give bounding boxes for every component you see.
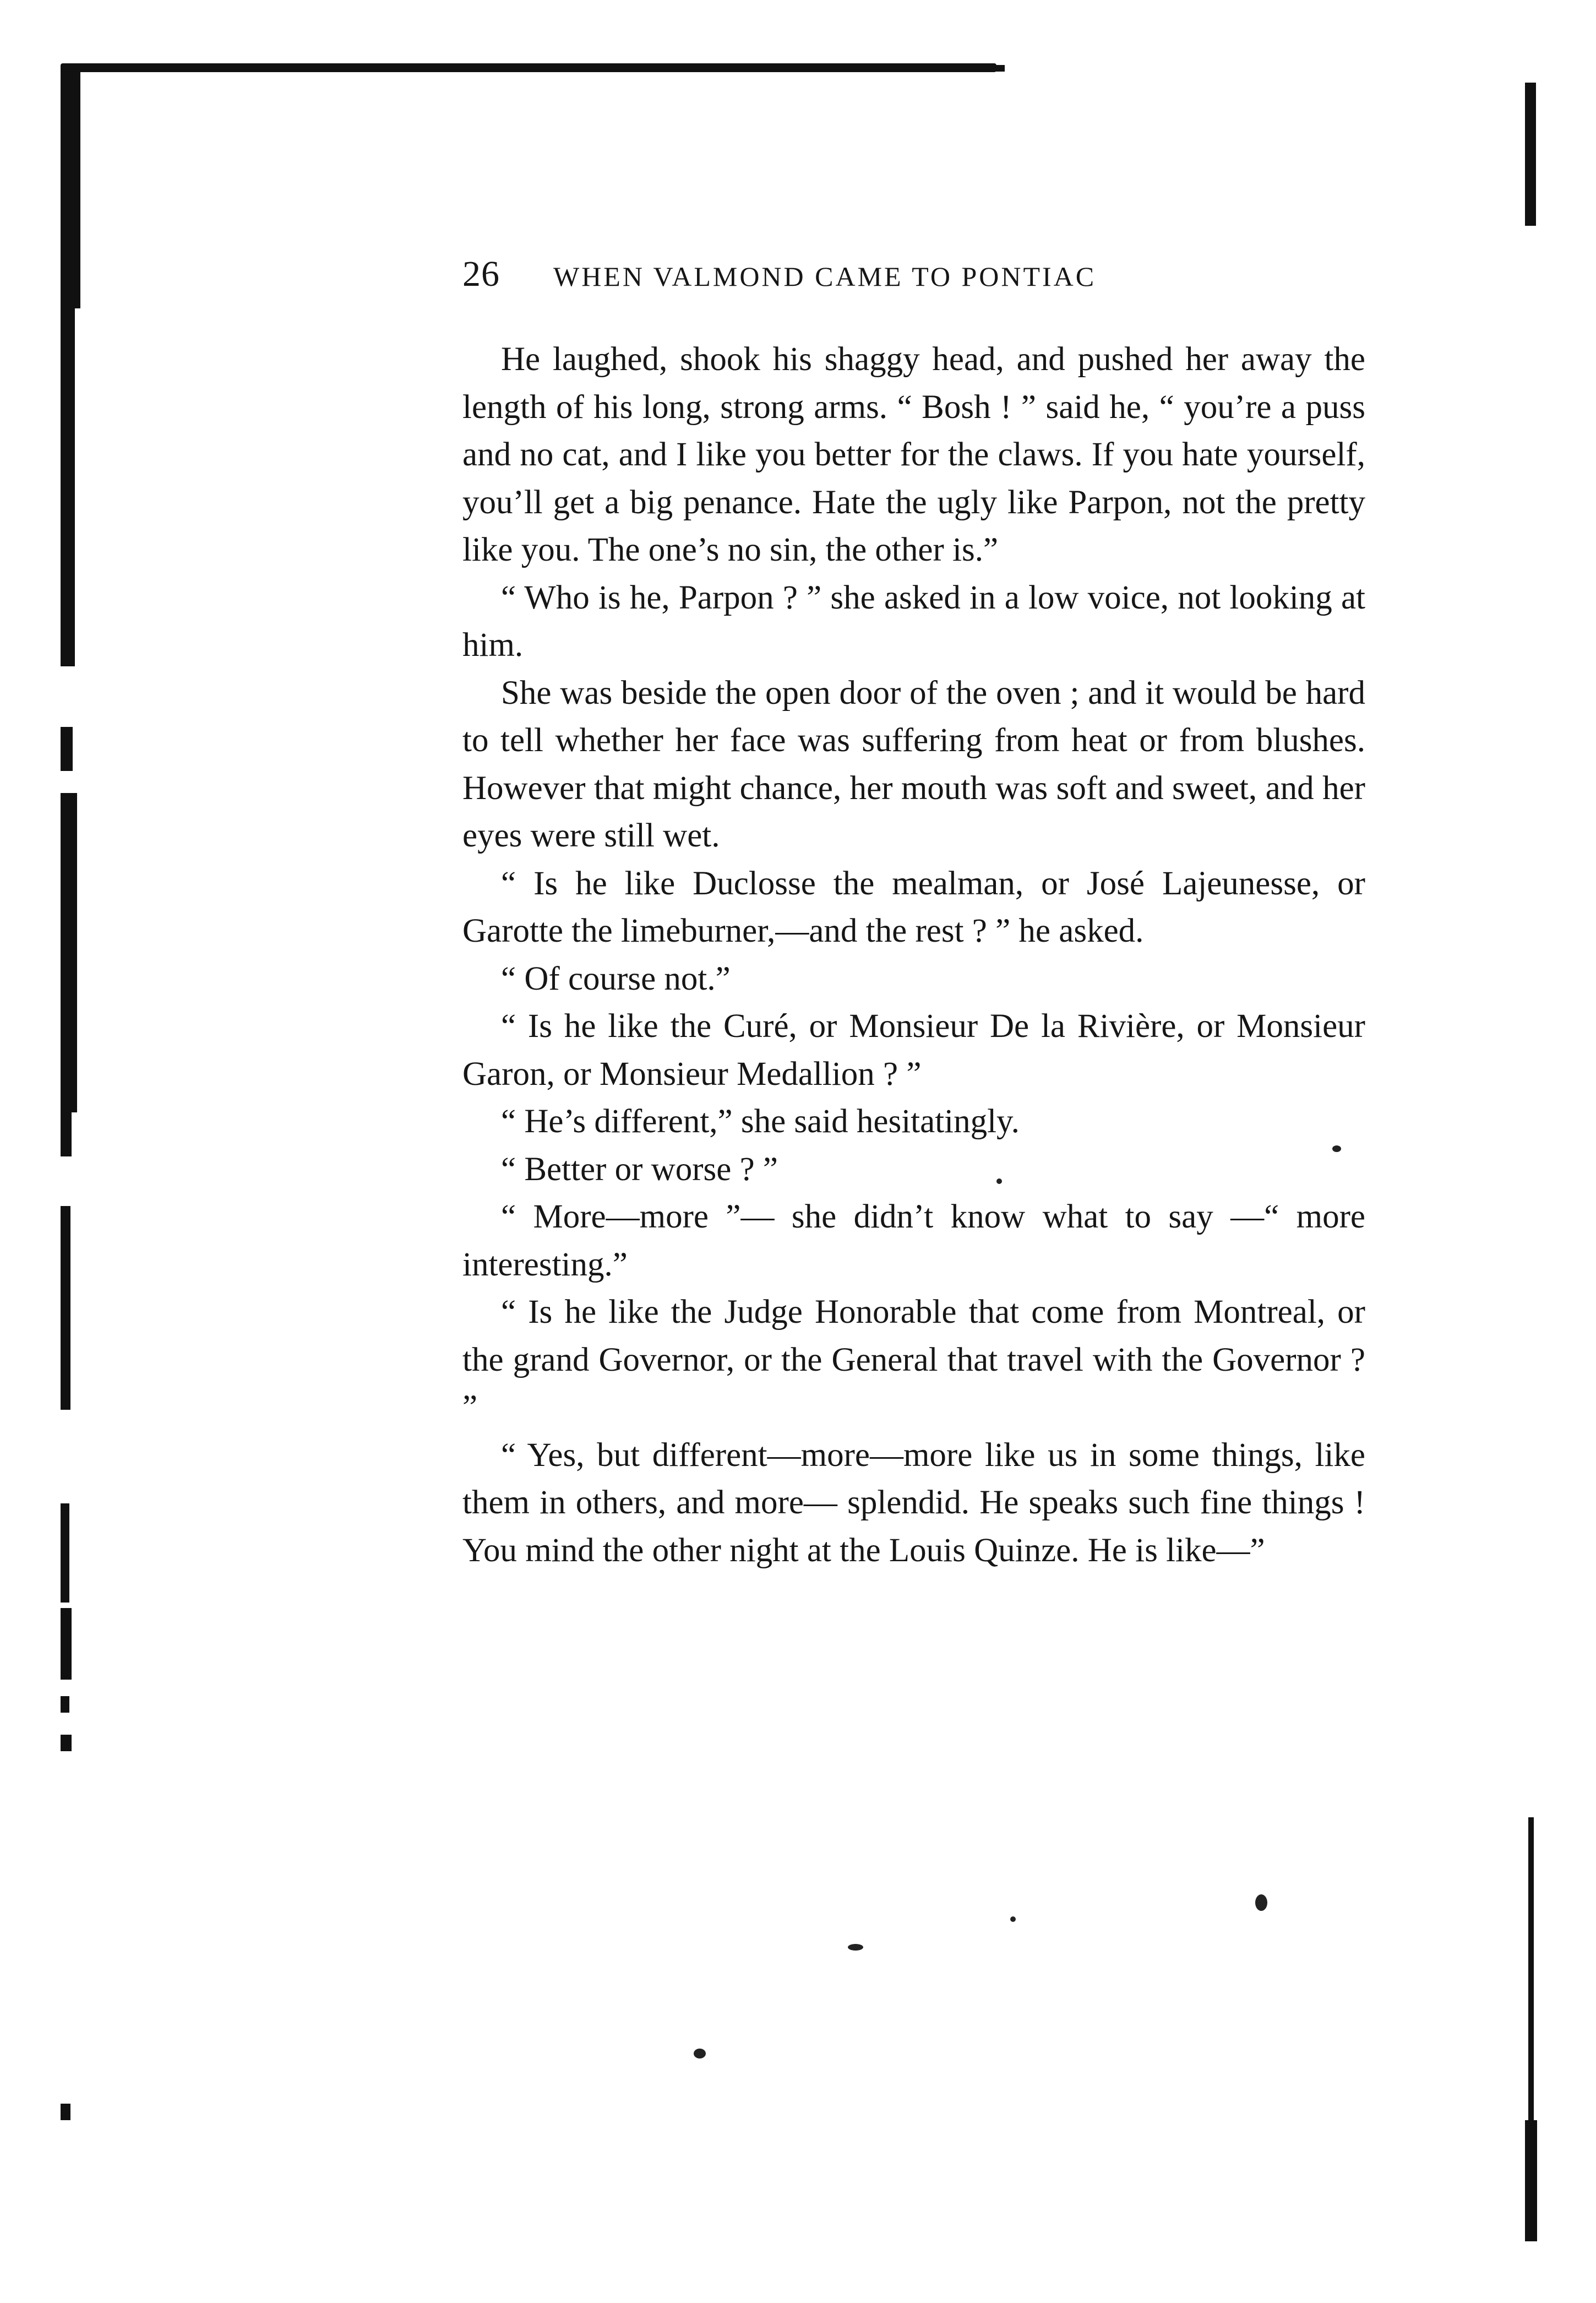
running-head [462, 253, 1365, 303]
book-page [462, 253, 1365, 1574]
scan-top-edge-dash [985, 65, 1005, 72]
scan-top-edge-dash [958, 65, 974, 72]
page-number: 26 [462, 254, 500, 294]
paragraph: “ Is he like the Judge Honorable that come from Montreal, or the grand Governor, or the General that travel with the Governor ? ” [462, 1294, 1365, 1426]
paragraph: “ Better or worse ? ” [501, 1150, 778, 1188]
scan-right-edge [1514, 83, 1536, 2230]
scan-top-edge [61, 63, 996, 72]
paragraph: “ More—more ”— she didn’t know what to say —“ more interesting.” [462, 1198, 1365, 1283]
paragraph: She was beside the open door of the oven ; and it would be hard to tell whether her face was suffering from heat or from blushes. However that might chance, her mouth was soft and sweet, and her eyes were still wet. [462, 674, 1365, 854]
running-title: WHEN VALMOND CAME TO PONTIAC [553, 261, 1097, 292]
paragraph: “ Is he like Duclosse the mealman, or José Lajeunesse, or Garotte the limeburner,—and the rest ? ” he asked. [462, 865, 1365, 949]
paragraph: “ Who is he, Parpon ? ” she asked in a low voice, not looking at him. [462, 579, 1365, 664]
paragraph: “ Of course not.” [501, 960, 731, 997]
paragraph: “ Yes, but different—more—more like us in some things, like them in others, and more— splendid. He speaks such fine things ! You mind the other night at the Louis Quinze. He is like—” [462, 1436, 1365, 1569]
paragraph: He laughed, shook his shaggy head, and pushed her away the length of his long, strong arms. “ Bosh ! ” said he, “ you’re a puss and no cat, and I like you better for the claws. If you hate yourself, you’ll get a big penance. Hate the ugly like Parpon, not the pretty like you. The one’s no sin, the other is.” [462, 341, 1365, 568]
scan-speck [848, 1944, 863, 1951]
paragraph: “ He’s different,” she said hesitatingly. [501, 1103, 1020, 1140]
scan-speck [694, 2049, 706, 2058]
scan-speck [1010, 1916, 1016, 1922]
paragraph: “ Is he like the Curé, or Monsieur De la Rivière, or Monsieur Garon, or Monsieur Medallion ? ” [462, 1008, 1365, 1093]
scan-left-binding-edge [61, 66, 81, 2214]
scan-speck [1255, 1894, 1267, 1911]
body-text [462, 336, 1365, 1574]
